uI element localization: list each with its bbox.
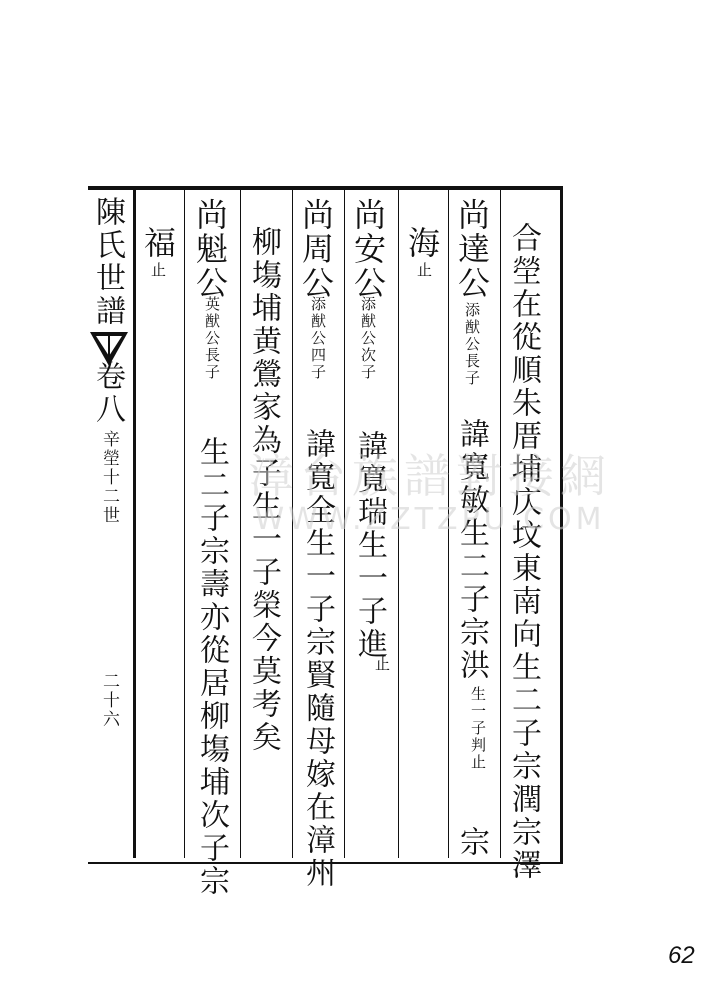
ancestor-name: 福 [139,226,177,260]
folio-number: 二十六 [99,672,119,729]
volume-label: 卷八 [90,360,125,426]
column-rule [448,190,449,858]
genealogy-text: 生二子宗壽亦從居柳塲埔次子宗 [194,436,229,898]
watermark-url: WWW.ZZTZPU.COM [254,502,606,537]
genealogy-text: 諱寬全生一子宗賢隨母嫁在漳州 [300,428,335,890]
column-rule [184,190,185,858]
book-title: 陳氏世譜 [90,196,125,328]
lineage-note: 添猷公長子 [463,302,481,387]
margin-divider [133,190,136,858]
small-note: 生一子判止 [469,686,487,771]
ancestor-name: 尚安公 [349,198,387,300]
lineage-note: 英猷公長子 [203,296,221,381]
ancestor-name: 尚達公 [453,198,491,300]
ancestor-name: 海 [403,226,441,260]
genealogy-text: 諱寬敏生二子宗洪 [454,418,489,682]
genealogy-text: 柳塲埔黄鶯家為子生一子榮今莫考矣 [246,226,281,754]
small-note: 止 [415,262,433,279]
column-rule [398,190,399,858]
ancestor-name: 尚周公 [297,198,335,300]
page-number: 62 [668,942,695,969]
watermark-title: 漳台族譜對接網 [248,449,612,503]
lineage-note: 添猷公四子 [309,296,327,381]
column-rule [292,190,293,858]
column-rule [240,190,241,858]
ancestor-name: 尚魁公 [191,198,229,300]
genealogy-column-1: 合塋在從順朱厝埔庂坟東南向生二子宗潤宗澤 [506,222,541,882]
small-note: 止 [149,262,167,279]
section-label: 辛塋十二世 [99,430,119,525]
small-note: 止 [373,656,391,673]
genealogy-text: 諱寬瑞生一子進 [352,430,387,661]
genealogy-text-end: 宗 [454,826,489,859]
lineage-note: 添猷公次子 [359,296,377,381]
column-rule [500,190,501,858]
column-rule [344,190,345,858]
